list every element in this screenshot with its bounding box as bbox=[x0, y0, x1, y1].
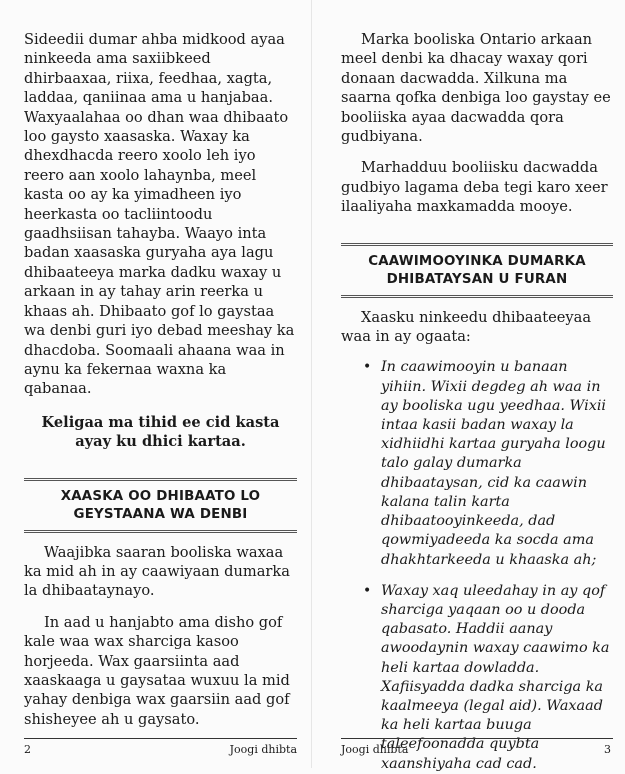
bullet-icon: • bbox=[363, 582, 372, 599]
list-item-text: Waxay xaq uleedahay in ay qof sharciga yaqaan oo u dooda qabasato. Haddii aanay awoodaynin waxay caawimo ka heli kartaa dowladda. Xafiisyadda dadka sharciga ka kaalmeeya (legal aid). Waxaad ka heli kartaa buuga taleefoonadda quybta xaanshiyaha cad cad. bbox=[381, 582, 610, 772]
section-heading-left bbox=[24, 478, 297, 533]
heading-line-1: CAAWIMOOYINKA DUMARKA bbox=[368, 253, 586, 269]
paragraph-threat-law: In aad u hanjabto ama disho gof kale waa wax sharciga kasoo horjeeda. Wax gaarsiinta aad xaaskaaga u gaysataa wuxuu la mid yahay denbiga wax gaarsiin aad gof shisheyee ah u gaysato. bbox=[24, 613, 290, 728]
list-item bbox=[363, 358, 613, 569]
left-page bbox=[0, 0, 312, 768]
intro-paragraph: Sideedii dumar ahba midkood ayaa ninkeeda ama saxiibkeed dhirbaaxaa, riixa, feedhaa, xagta, laddaa, qaniinaa ama u hanjabaa. Waxyaalahaa oo dhan waa dhibaato loo gaysto xaasaska. Waxay ka dhexdhacda reero xoolo leh iyo reero aan xoolo lahaynba, meel kasta oo ay ka yimadheen iyo heerkasta oo tacliintoodu gaadhsiisan tahayba. Waayo inta badan xaasaska guryaha aya lagu dhibaateeya marka dadku waxay u arkaan in ay tahay arin reerka u khaas ah. Dhibaato gof lo gaystaa wa denbi guri iyo debad meeshay ka dhacdoba. Soomaali ahaana waa in aynu ka fekernaa waxna ka qabanaa. bbox=[24, 31, 295, 398]
right-page bbox=[313, 0, 625, 772]
section-heading-right bbox=[341, 243, 613, 298]
paragraph-should-know: Xaasku ninkeedu dhibaateeyaa waa in ay ogaata: bbox=[341, 308, 592, 346]
paragraph-police-duty: Waajibka saaran booliska waxaa ka mid ah in ay caawiyaan dumarka la dhibaataynayo. bbox=[24, 543, 290, 600]
footer-title: Joogi dhibta bbox=[229, 743, 297, 756]
heading-line-1: XAASKA OO DHIBAATO LO bbox=[60, 488, 261, 504]
footer-title: Joogi dhibta bbox=[341, 743, 409, 756]
paragraph-ontario-police: Marka booliska Ontario arkaan meel denbi ka dhacay waxay qori donaan dacwadda. Xilkuna ma saarna qofka denbiga loo gaystay ee booliiska ayaa dacwadda qora gudbiyana. bbox=[341, 31, 611, 146]
heading-line-2: DHIBATAYSAN U FURAN bbox=[386, 271, 568, 287]
heading-line-2: GEYSTAANA WA DENBI bbox=[73, 506, 248, 522]
page-number: 3 bbox=[604, 743, 611, 756]
footer-rule bbox=[24, 738, 297, 739]
bullet-icon: • bbox=[363, 359, 372, 376]
help-list bbox=[341, 358, 613, 773]
page-number: 2 bbox=[24, 743, 31, 756]
footer-rule bbox=[341, 738, 613, 739]
bold-statement: Keligaa ma tihid ee cid kasta ayay ku dhici kartaa. bbox=[41, 413, 280, 451]
paragraph-prosecutor: Marhadduu booliisku dacwadda gudbiyo lagama deba tegi karo xeer ilaaliyaha maxkamadda mooye. bbox=[341, 159, 608, 216]
list-item-text: In caawimooyin u banaan yihiin. Wixii degdeg ah waa in ay booliska ugu yeedhaa. Wixii intaa kasii badan waxay la xidhiidhi kartaa guryaha loogu talo galay dumarka dhibaataysan, cid ka caawin kalana talin karta dhibaatooyinkeeda, dad qowmiyadeeda ka socda ama dhakhtarkeeda u khaaska ah; bbox=[381, 359, 607, 568]
